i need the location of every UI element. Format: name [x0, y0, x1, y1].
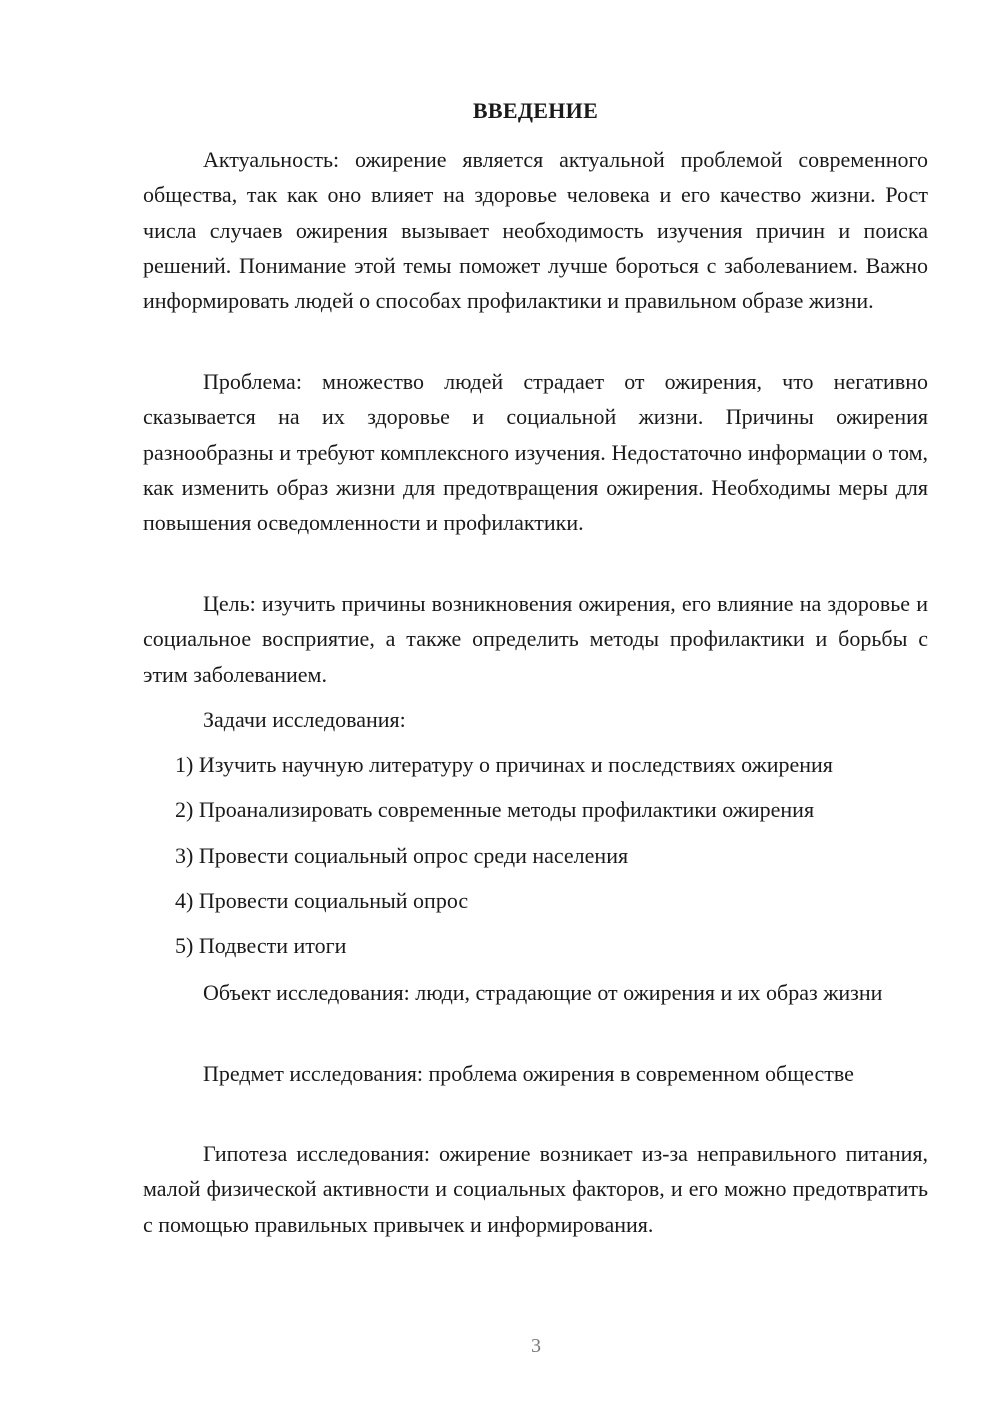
tasks-heading: Задачи исследования:	[203, 707, 406, 732]
subject-paragraph: Предмет исследования: проблема ожирения в современном обществе	[203, 1061, 854, 1086]
goal-paragraph: Цель: изучить причины возникновения ожирения, его влияние на здоровье и социальное восприятие, а также определить методы профилактики и борьбы с этим заболеванием.	[143, 591, 928, 687]
page-number: 3	[531, 1335, 541, 1357]
task-item: 2) Проанализировать современные методы профилактики ожирения	[175, 797, 815, 823]
object-paragraph: Объект исследования: люди, страдающие от ожирения и их образ жизни	[203, 980, 883, 1005]
task-item: 1) Изучить научную литературу о причинах и последствиях ожирения	[175, 752, 833, 777]
hypothesis-paragraph: Гипотеза исследования: ожирение возникает из-за неправильного питания, малой физической активности и социальных факторов, и его можно предотвратить с помощью правильных привычек и информирования.	[143, 1141, 928, 1237]
task-item: 3) Провести социальный опрос среди населения	[175, 842, 629, 868]
problem-paragraph: Проблема: множество людей страдает от ожирения, что негативно сказывается на их здоровье и социальной жизни. Причины ожирения разнообразны и требуют комплексного изучения. Недостаточно информации о том, как изменить образ жизни для предотвращения ожирения. Необходимы меры для повышения осведомленности и профилактики.	[143, 369, 928, 536]
tasks-list	[175, 747, 935, 973]
task-item: 5) Подвести итоги	[175, 933, 347, 959]
relevance-paragraph: Актуальность: ожирение является актуальной проблемой современного общества, так как оно влияет на здоровье человека и его качество жизни. Рост числа случаев ожирения вызывает необходимость изучения причин и поиска решений. Понимание этой темы поможет лучше бороться с заболеванием. Важно информировать людей о способах профилактики и правильном образе жизни.	[143, 147, 928, 314]
task-item: 4) Провести социальный опрос	[175, 887, 469, 913]
section-title: ВВЕДЕНИЕ	[472, 98, 599, 123]
